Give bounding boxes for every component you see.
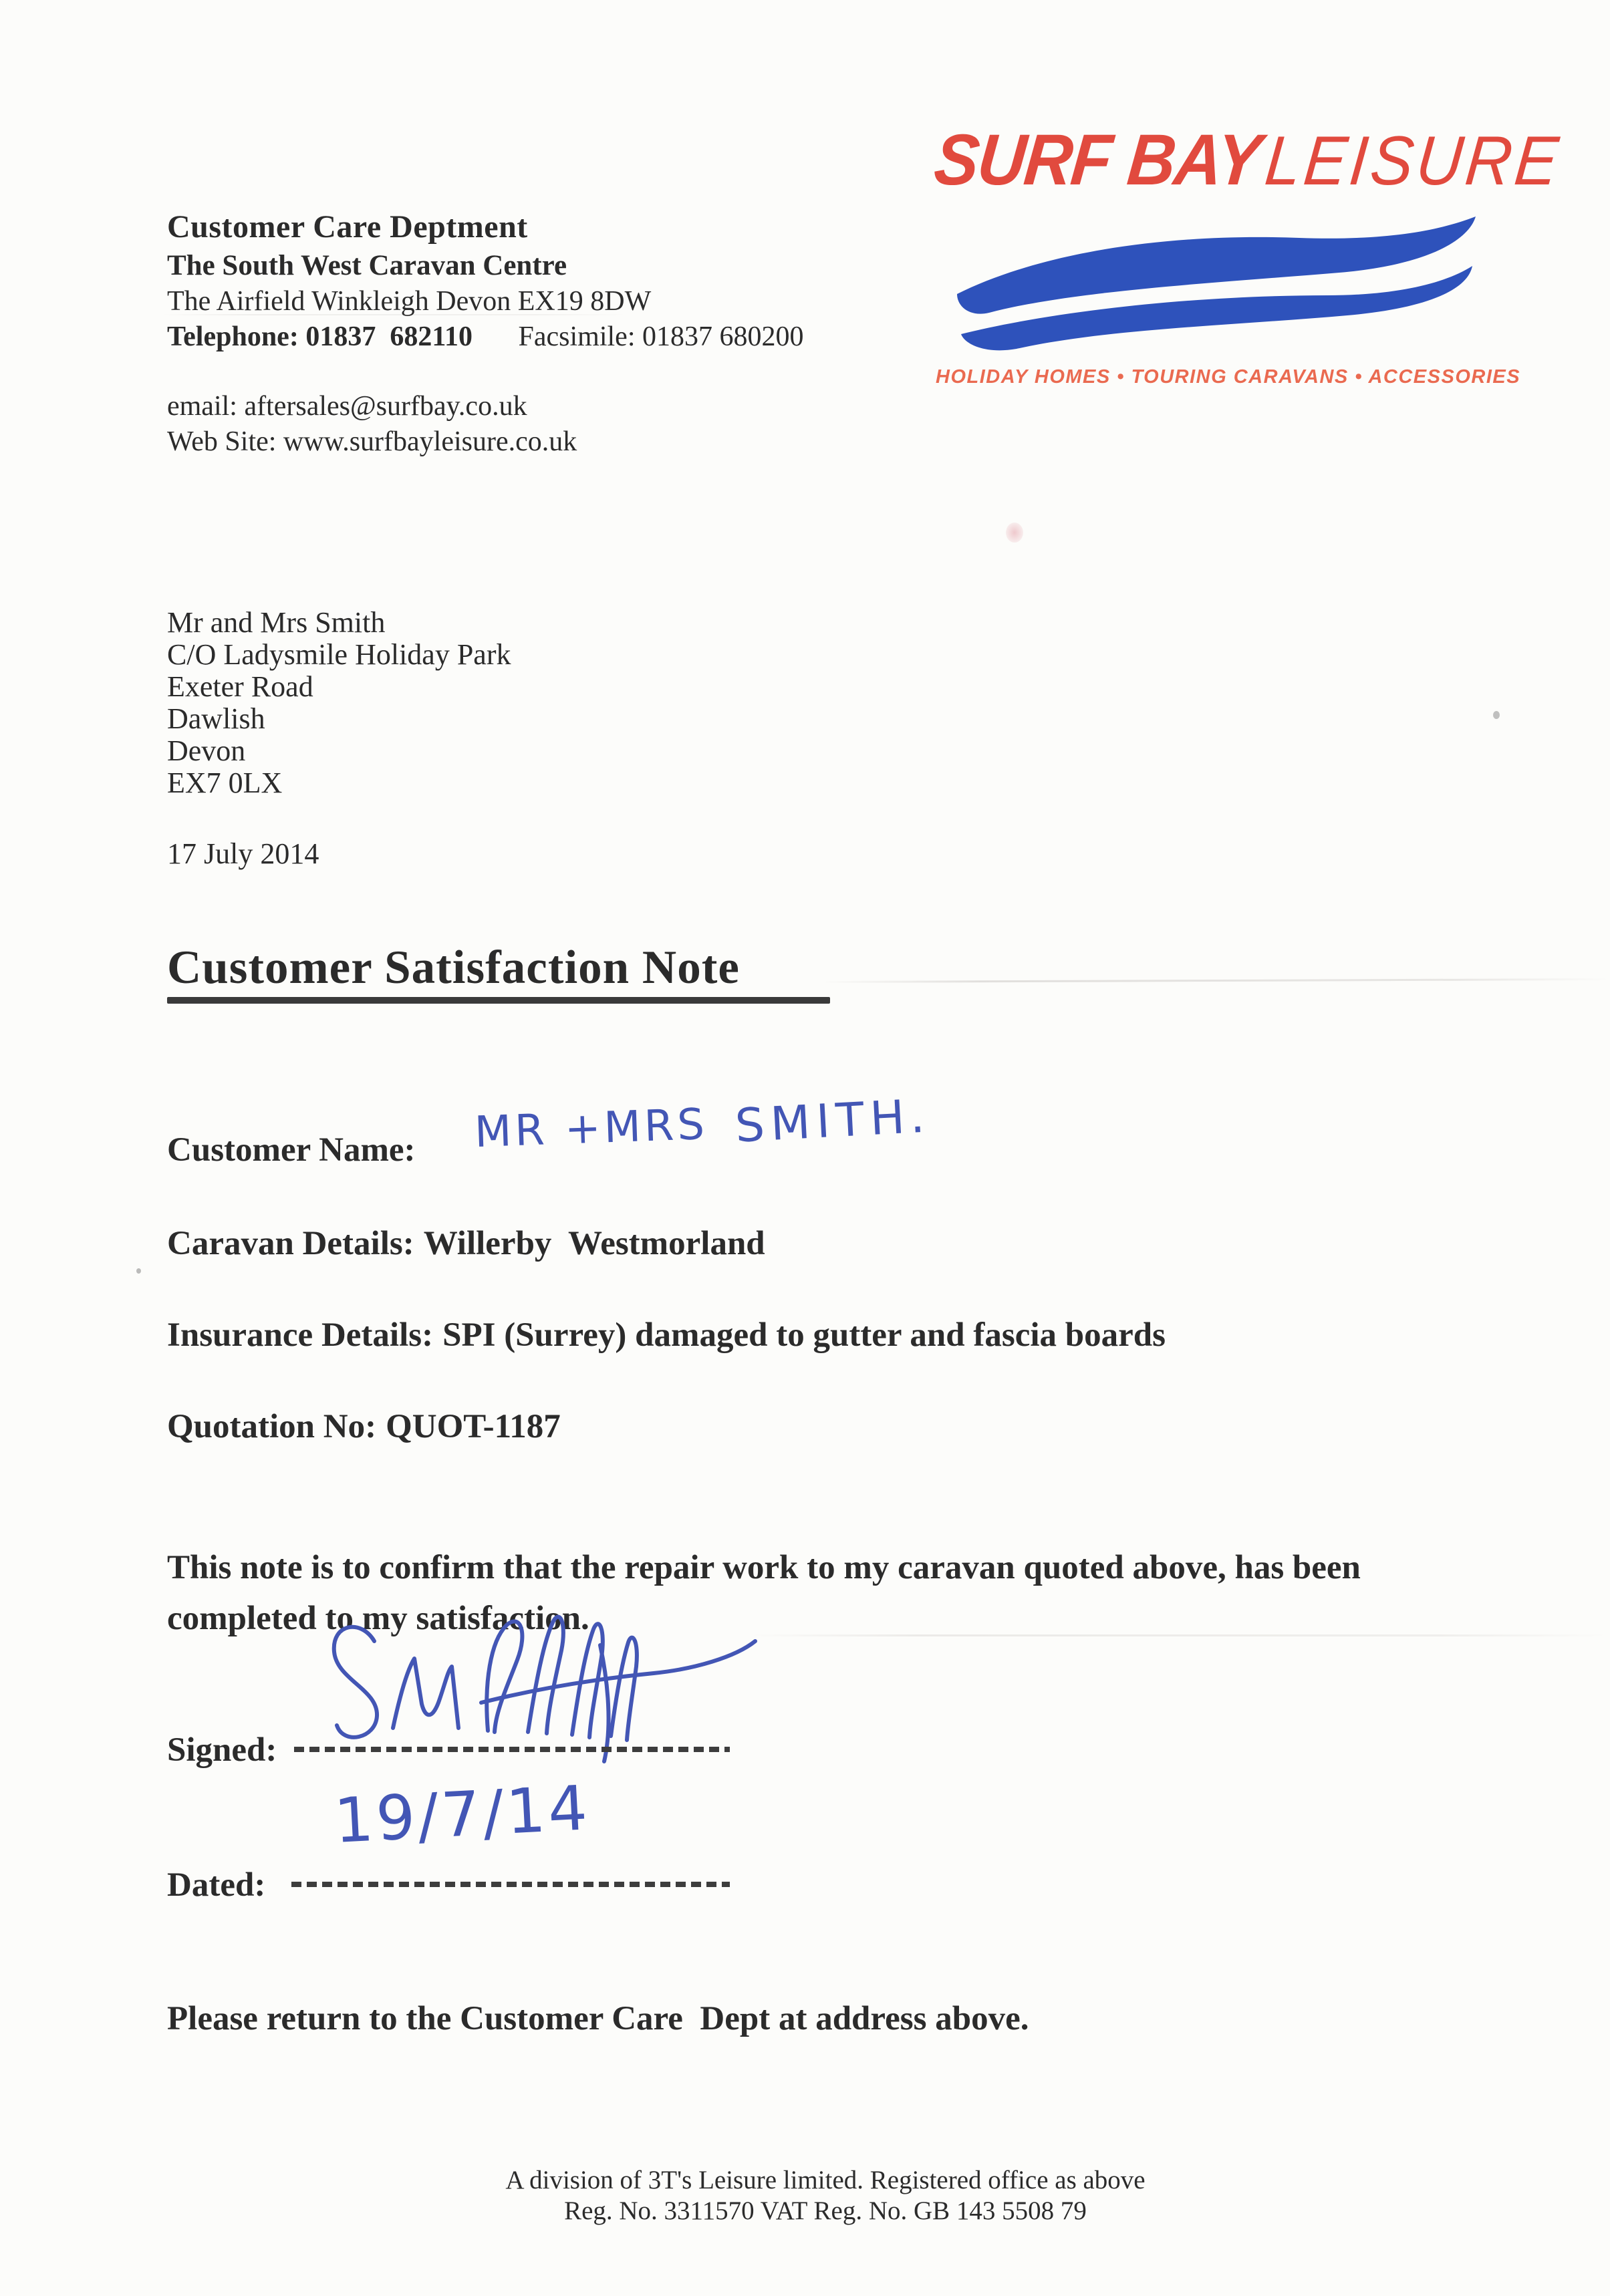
quotation-value: QUOT-1187: [386, 1408, 561, 1445]
caravan-details-row: [167, 1224, 765, 1263]
quotation-row: [167, 1407, 561, 1446]
sender-phone-line: [167, 321, 804, 353]
recipient-line: Dawlish: [167, 702, 265, 735]
recipient-line: C/O Ladysmile Holiday Park: [167, 638, 511, 671]
document-title: Customer Satisfaction Note: [167, 942, 740, 994]
logo-tagline: HOLIDAY HOMES • TOURING CARAVANS • ACCESSORIES: [936, 366, 1521, 388]
telephone-value: 01837 682110: [305, 321, 473, 352]
scan-crease: [160, 314, 628, 315]
letter-date: 17 July 2014: [167, 837, 319, 870]
scan-speck: [1006, 523, 1023, 543]
telephone-label: Telephone:: [167, 321, 299, 352]
sender-website: Web Site: www.surfbayleisure.co.uk: [167, 426, 577, 457]
signed-label: Signed:: [167, 1731, 277, 1769]
dated-handwritten: 19/7/14: [332, 1772, 592, 1857]
footer-division-line: A division of 3T's Leisure limited. Registered office as above: [505, 2166, 1146, 2194]
customer-name-handwritten: MR +MRS: [473, 1099, 709, 1158]
customer-name-label: Customer Name:: [167, 1131, 416, 1169]
facsimile-label: Facsimile:: [518, 321, 636, 352]
scan-speck: [1493, 711, 1500, 719]
sender-email: email: aftersales@surfbay.co.uk: [167, 391, 527, 422]
scan-crease: [749, 1634, 1610, 1636]
sender-address: The Airfield Winkleigh Devon EX19 8DW: [167, 286, 652, 317]
confirmation-paragraph: This note is to confirm that the repair work to my caravan quoted above, has been completed to my satisfaction.: [167, 1549, 1361, 1637]
sender-block: [167, 208, 804, 458]
dated-label: Dated:: [167, 1866, 266, 1904]
recipient-line: EX7 0LX: [167, 766, 283, 799]
recipient-line: Devon: [167, 734, 246, 767]
signed-line: [294, 1747, 730, 1752]
recipient-address-block: [167, 607, 511, 799]
logo-text-secondary: LEISURE: [1262, 122, 1565, 200]
facsimile-value: 01837 680200: [642, 321, 804, 352]
dated-line: [291, 1882, 730, 1887]
caravan-details-label: Caravan Details:: [167, 1225, 414, 1262]
customer-name-row: [167, 1131, 425, 1169]
sender-company: The South West Caravan Centre: [167, 250, 567, 281]
logo-text-primary: SURF BAY: [931, 119, 1264, 200]
scan-speck: [136, 1268, 141, 1274]
return-instruction: Please return to the Customer Care Dept at address above.: [167, 2000, 1029, 2037]
recipient-line: Mr and Mrs Smith: [167, 606, 386, 639]
logo-wave-icon: [952, 212, 1484, 354]
surf-bay-leisure-logo: [920, 106, 1565, 213]
sender-department: Customer Care Deptment: [167, 209, 528, 245]
footer-registration-line: Reg. No. 3311570 VAT Reg. No. GB 143 5508 79: [564, 2196, 1087, 2225]
customer-name-handwritten: SMITH.: [734, 1089, 932, 1153]
title-underline: [167, 997, 830, 1004]
footer-block: [40, 2165, 1610, 2227]
scan-crease: [822, 978, 1610, 983]
recipient-line: Exeter Road: [167, 670, 313, 703]
caravan-details-value: Willerby Westmorland: [423, 1225, 765, 1262]
quotation-label: Quotation No:: [167, 1408, 377, 1445]
insurance-details-label: Insurance Details:: [167, 1316, 434, 1354]
insurance-details-row: [167, 1316, 1166, 1354]
insurance-details-value: SPI (Surrey) damaged to gutter and fascia boards: [442, 1316, 1166, 1354]
